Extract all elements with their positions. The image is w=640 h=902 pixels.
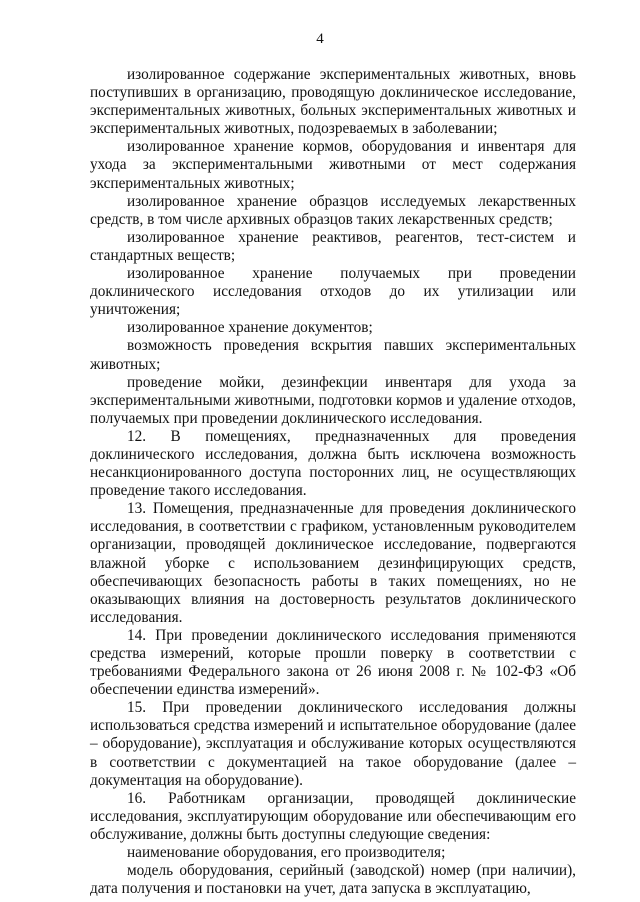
paragraph: наименование оборудования, его производителя; (127, 844, 446, 862)
paragraph-item-15: 15. При проведении доклинического исследования должны использоваться средства измерений и испытательное оборудование (далее – оборудование), эксплуатация и обслуживание которых осуществляются в соответствии с документацией на такое оборудование (далее – документация на оборудование). (90, 699, 576, 789)
paragraph-item-14: 14. При проведении доклинического исследования применяются средства измерений, которые прошли поверку в соответствии с требованиями Федерального закона от 26 июня 2008 г. № 102-ФЗ «Об обеспечении единства измерений». (90, 626, 576, 699)
paragraph: изолированное хранение реактивов, реагентов, тест-систем и стандартных веществ; (90, 228, 576, 264)
paragraph: модель оборудования, серийный (заводской) номер (при наличии), дата получения и постановки на учет, дата запуска в эксплуатацию, (90, 862, 576, 898)
paragraph: возможность проведения вскрытия павших экспериментальных животных; (90, 337, 576, 373)
document-body (90, 66, 576, 898)
paragraph-item-13: 13. Помещения, предназначенные для проведения доклинического исследования, в соответствии с графиком, установленным руководителем организации, проводящей доклиническое исследование, подвергаются влажной уборке с использованием дезинфицирующих средств, обеспечивающих безопасность работы в таких помещениях, но не оказывающих влияния на достоверность результатов доклинического исследования. (90, 500, 576, 626)
paragraph-item-16: 16. Работникам организации, проводящей доклинические исследования, эксплуатирующим оборудование или обеспечивающим его обслуживание, должны быть доступны следующие сведения: (90, 789, 576, 843)
paragraph: изолированное хранение образцов исследуемых лекарственных средств, в том числе архивных образцов таких лекарственных средств; (90, 192, 576, 228)
paragraph: изолированное хранение документов; (127, 319, 373, 337)
paragraph: проведение мойки, дезинфекции инвентаря для ухода за экспериментальными животными, подготовки кормов и удаление отходов, получаемых при проведении доклинического исследования. (90, 373, 576, 427)
paragraph: изолированное хранение кормов, оборудования и инвентаря для ухода за экспериментальными животными от мест содержания экспериментальных животных; (90, 138, 576, 192)
paragraph-item-12: 12. В помещениях, предназначенных для проведения доклинического исследования, должна быть исключена возможность несанкционированного доступа посторонних лиц, не осуществляющих проведение такого исследования. (90, 427, 576, 500)
page-number: 4 (316, 31, 324, 47)
paragraph: изолированное содержание экспериментальных животных, вновь поступивших в организацию, проводящую доклиническое исследование, экспериментальных животных, больных экспериментальных животных и экспериментальных животных, подозреваемых в заболевании; (90, 66, 576, 138)
paragraph: изолированное хранение получаемых при проведении доклинического исследования отходов до их утилизации или уничтожения; (90, 265, 576, 319)
